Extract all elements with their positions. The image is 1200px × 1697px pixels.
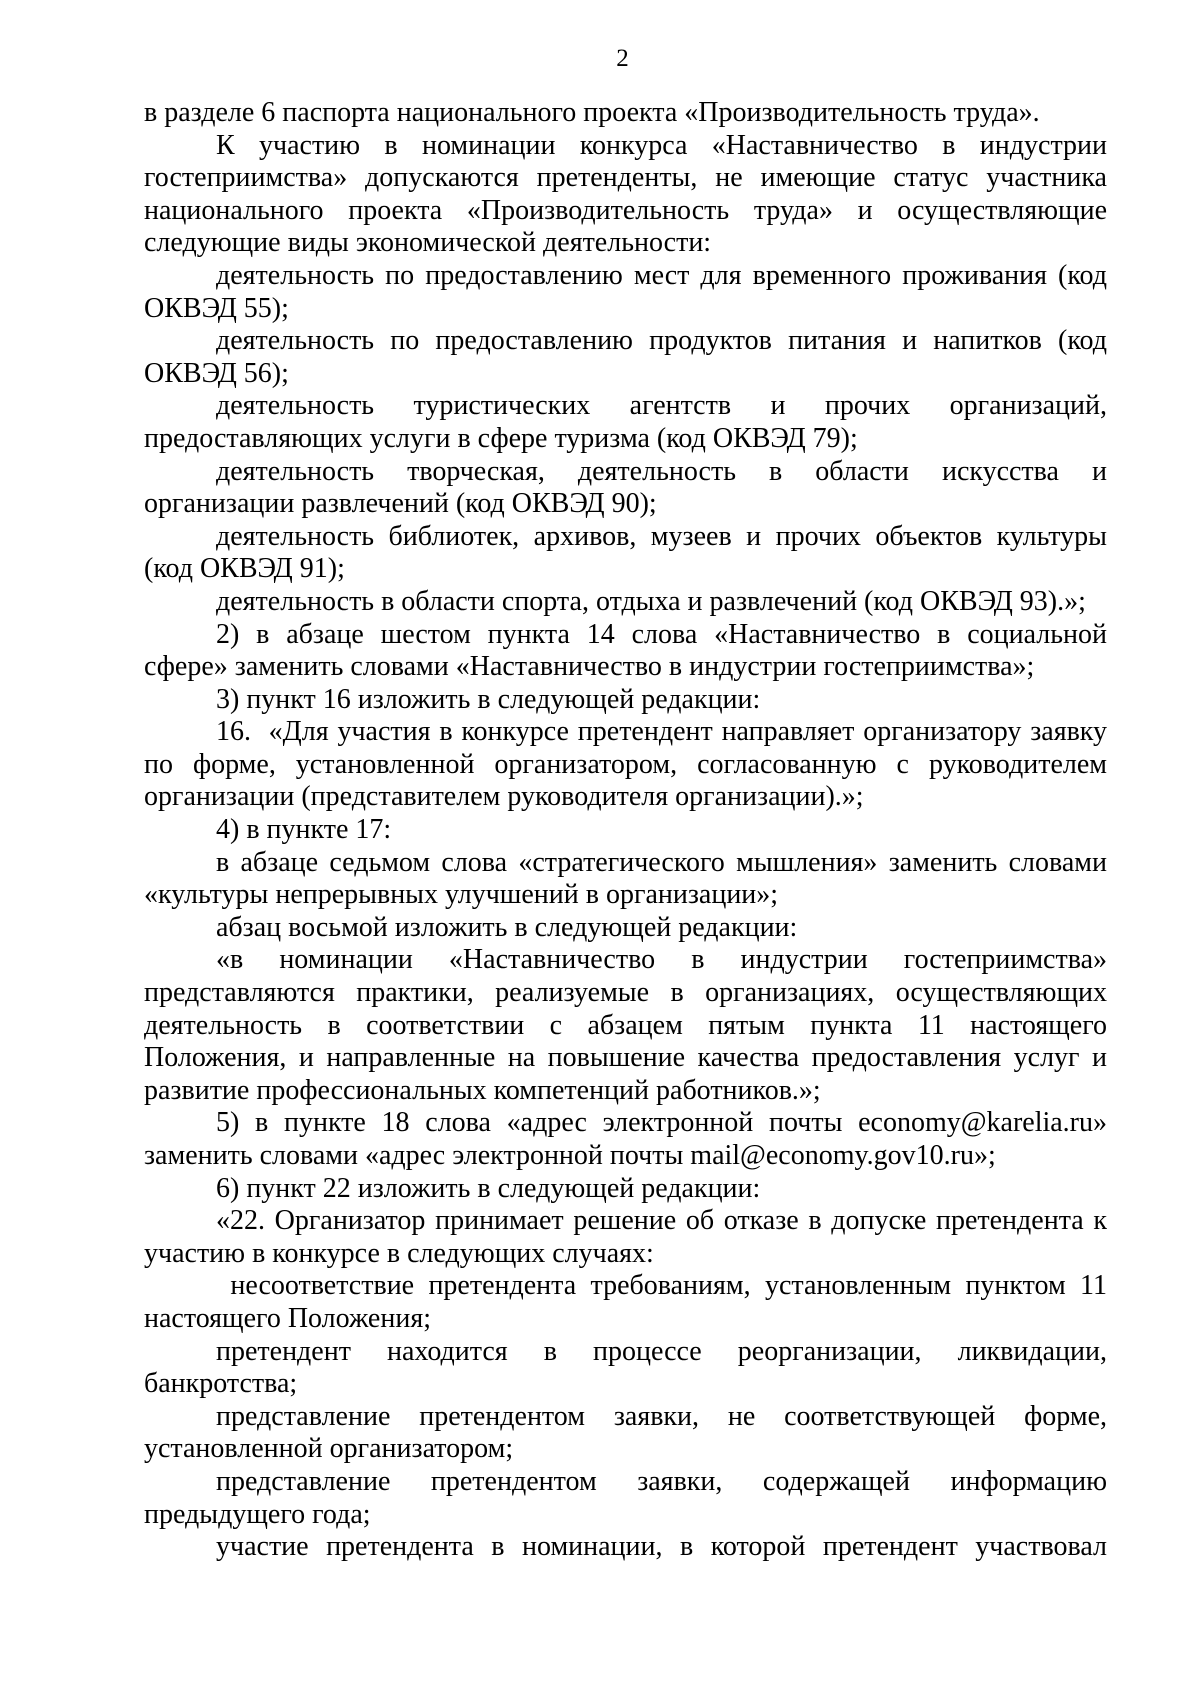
paragraph-7: деятельность библиотек, архивов, музеев и прочих объектов культуры (код ОКВЭД 91);	[144, 520, 1114, 585]
paragraph-23: участие претендента в номинации, в которой претендент участвовал	[216, 1531, 1107, 1563]
paragraph-5: деятельность туристических агентств и прочих организаций, предоставляющих услуги в сфере туризма (код ОКВЭД 79);	[144, 390, 1114, 454]
paragraph-10: 3) пункт 16 изложить в следующей редакции:	[216, 683, 761, 715]
paragraph-19: несоответствие претендента требованиям, установленным пунктом 11 настоящего Положения;	[144, 1270, 1114, 1334]
paragraph-20: претендент находится в процессе реорганизации, ликвидации, банкротства;	[144, 1335, 1114, 1400]
paragraph-12: 4) в пункте 17:	[216, 814, 392, 846]
paragraph-11: 16. «Для участия в конкурсе претендент направляет организатору заявку по форме, установленной организатором, согласованную с руководителем организации (представителем руководителя организации).»;	[144, 716, 1114, 813]
paragraph-18: «22. Организатор принимает решение об отказе в допуске претендента к участию в конкурсе в следующих случаях:	[144, 1205, 1114, 1269]
paragraph-15: «в номинации «Наставничество в индустрии гостеприимства» представляются практики, реализуемые в организациях, осуществляющих деятельность в соответствии с абзацем пятым пункта 11 настоящего Положения, и направленные на повышение качества предоставления услуг и развитие профессиональных компетенций работников.»;	[144, 944, 1114, 1106]
paragraph-4: деятельность по предоставлению продуктов питания и напитков (код ОКВЭД 56);	[144, 325, 1114, 389]
paragraph-8: деятельность в области спорта, отдыха и развлечений (код ОКВЭД 93).»;	[216, 585, 1086, 617]
document-body	[144, 97, 1114, 1564]
paragraph-16: 5) в пункте 18 слова «адрес электронной почты economy@karelia.ru» заменить словами «адрес электронной почты mail@economy.gov10.ru»;	[144, 1107, 1114, 1171]
paragraph-6: деятельность творческая, деятельность в области искусства и организации развлечений (код ОКВЭД 90);	[144, 455, 1114, 520]
paragraph-17: 6) пункт 22 изложить в следующей редакции:	[216, 1172, 761, 1204]
paragraph-14: абзац восьмой изложить в следующей редакции:	[216, 911, 798, 943]
paragraph-13: в абзаце седьмом слова «стратегического мышления» заменить словами «культуры непрерывных улучшений в организации»;	[144, 846, 1114, 911]
paragraph-9: 2) в абзаце шестом пункта 14 слова «Наставничество в социальной сфере» заменить словами «Наставничество в индустрии гостеприимства»;	[144, 618, 1114, 683]
paragraph-2: К участию в номинации конкурса «Наставничество в индустрии гостеприимства» допускаются претенденты, не имеющие статус участника национального проекта «Производительность труда» и осуществляющие следующие виды экономической деятельности:	[144, 129, 1114, 259]
paragraph-22: представление претендентом заявки, содержащей информацию предыдущего года;	[144, 1465, 1114, 1530]
paragraph-1: в разделе 6 паспорта национального проекта «Производительность труда».	[144, 97, 1040, 128]
paragraph-21: представление претендентом заявки, не соответствующей форме, установленной организатором;	[144, 1400, 1114, 1465]
paragraph-3: деятельность по предоставлению мест для временного проживания (код ОКВЭД 55);	[144, 259, 1114, 324]
page-number: 2	[616, 45, 629, 72]
